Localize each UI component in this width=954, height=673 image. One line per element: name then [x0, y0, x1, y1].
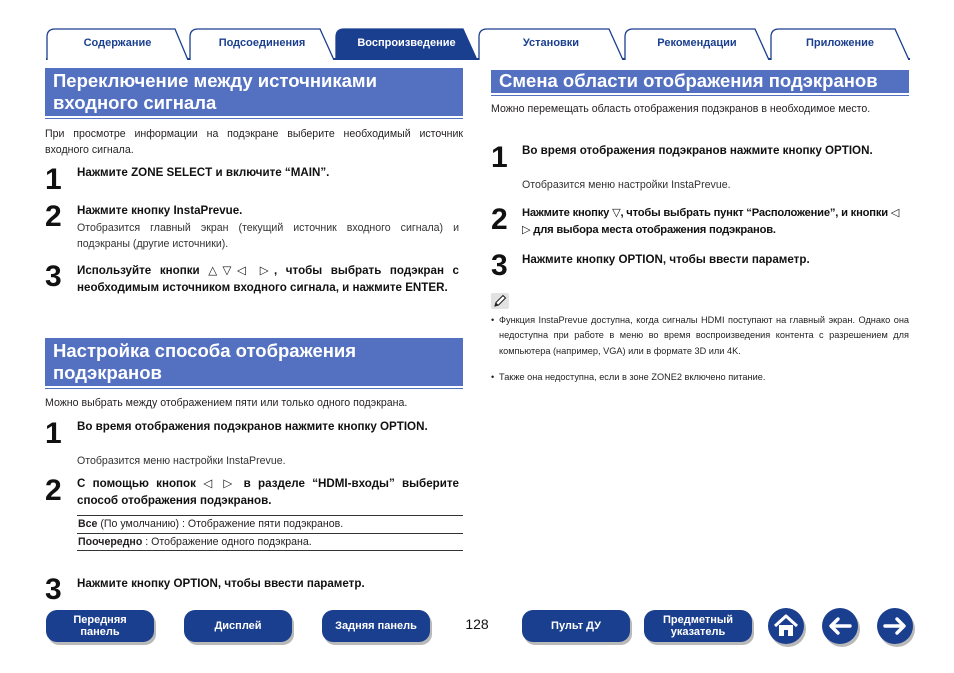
tab-tips[interactable] [624, 28, 770, 60]
section-heading-subscreen-mode [45, 338, 463, 386]
tab-label: Приложение [805, 37, 875, 49]
rear-panel-button[interactable] [322, 610, 430, 642]
section-intro: При просмотре информации на подэкране выберите необходимый источник входного сигнала. [45, 128, 463, 156]
option-row-all [77, 515, 463, 533]
step-text: Нажмите кнопку InstaPrevue. [77, 204, 243, 217]
step-subtext: Отобразится главный экран (текущий источник входного сигнала) и подэкраны (другие источники). [77, 222, 459, 250]
tab-settings[interactable] [478, 28, 624, 60]
note-item [491, 370, 909, 385]
step-number: 3 [45, 260, 62, 293]
back-button[interactable] [822, 608, 858, 644]
heading-line: Настройка способа отображения [53, 340, 357, 361]
back-arrow-icon [822, 608, 858, 644]
button-label: Пульт ДУ [551, 620, 601, 632]
bullet-icon: • [491, 315, 495, 325]
tab-connections[interactable] [189, 28, 335, 60]
step-text: С помощью кнопок ◁ ▷ в разделе “HDMI-входы” выберите способ отображения подэкранов. [77, 477, 459, 507]
tab-label: Содержание [83, 37, 152, 49]
step-subtext: Отобразится меню настройки InstaPrevue. [77, 455, 286, 467]
heading-line: входного сигнала [53, 92, 217, 113]
tab-appendix[interactable] [770, 28, 910, 60]
step-number: 1 [45, 163, 62, 196]
button-label: Предметный указатель [662, 614, 734, 638]
step-number: 2 [45, 474, 62, 507]
tab-contents[interactable] [46, 28, 189, 60]
display-button[interactable] [184, 610, 292, 642]
step-number: 3 [45, 573, 62, 606]
home-icon [768, 608, 804, 644]
note-item [491, 313, 909, 359]
forward-button[interactable] [877, 608, 913, 644]
heading-line: Смена области отображения подэкранов [499, 70, 878, 91]
top-tab-bar [46, 28, 910, 60]
heading-line: подэкранов [53, 362, 162, 383]
heading-line: Переключение между источниками [53, 70, 377, 91]
home-button[interactable] [768, 608, 804, 644]
front-panel-button[interactable] [46, 610, 154, 642]
pencil-note-icon [491, 293, 509, 309]
button-label: Передняя панель [73, 614, 127, 638]
forward-arrow-icon [877, 608, 913, 644]
step-number: 2 [45, 200, 62, 233]
page-number: 128 [465, 616, 489, 632]
option-name: Поочередно [78, 536, 143, 548]
option-desc: (По умолчанию) : Отображение пяти подэкранов. [97, 518, 344, 530]
button-label: Задняя панель [335, 620, 417, 632]
step-number: 3 [491, 249, 508, 282]
step-text: Используйте кнопки △▽◁ ▷, чтобы выбрать подэкран с необходимым источником входного сигнала, и нажмите ENTER. [77, 264, 459, 294]
option-name: Все [78, 518, 98, 530]
option-row-alternate [77, 533, 463, 551]
step-text: Во время отображения подэкранов нажмите кнопку OPTION. [522, 144, 873, 157]
step-text: Во время отображения подэкранов нажмите кнопку OPTION. [77, 420, 428, 433]
step-number: 2 [491, 203, 508, 236]
step-subtext: Отобразится меню настройки InstaPrevue. [522, 179, 731, 191]
options-table [77, 515, 463, 551]
step-text: Нажмите кнопку ▽, чтобы выбрать пункт “Расположение”, и кнопки ◁ ▷ для выбора места отображения подэкранов. [522, 207, 900, 236]
index-button[interactable] [644, 610, 752, 642]
step-text: Нажмите кнопку OPTION, чтобы ввести параметр. [77, 577, 365, 590]
section-intro: Можно перемещать область отображения подэкранов в необходимое место. [491, 103, 871, 115]
step-text: Нажмите ZONE SELECT и включите “MAIN”. [77, 166, 330, 179]
remote-control-button[interactable] [522, 610, 630, 642]
tab-label: Установки [522, 37, 580, 49]
note-text: Функция InstaPrevue доступна, когда сигналы HDMI поступают на главный экран. Однако она недоступна при работе в меню во время воспроизведения контента с разрешением для компьютера (например, VGA) или в формате 3D или 4K. [499, 315, 909, 356]
step-number: 1 [45, 417, 62, 450]
section-heading-switch-source [45, 68, 463, 116]
tab-label: Воспроизведение [357, 37, 456, 49]
tab-label: Подсоединения [218, 37, 306, 49]
step-number: 1 [491, 141, 508, 174]
option-desc: : Отображение одного подэкрана. [142, 536, 312, 548]
step-text: Нажмите кнопку OPTION, чтобы ввести параметр. [522, 253, 810, 266]
tab-playback[interactable] [335, 28, 478, 60]
section-intro: Можно выбрать между отображением пяти или только одного подэкрана. [45, 397, 408, 409]
bullet-icon: • [491, 372, 495, 382]
section-heading-subscreen-position [491, 70, 909, 93]
tab-label: Рекомендации [657, 37, 737, 49]
note-text: Также она недоступна, если в зоне ZONE2 включено питание. [499, 372, 766, 382]
button-label: Дисплей [214, 620, 262, 632]
